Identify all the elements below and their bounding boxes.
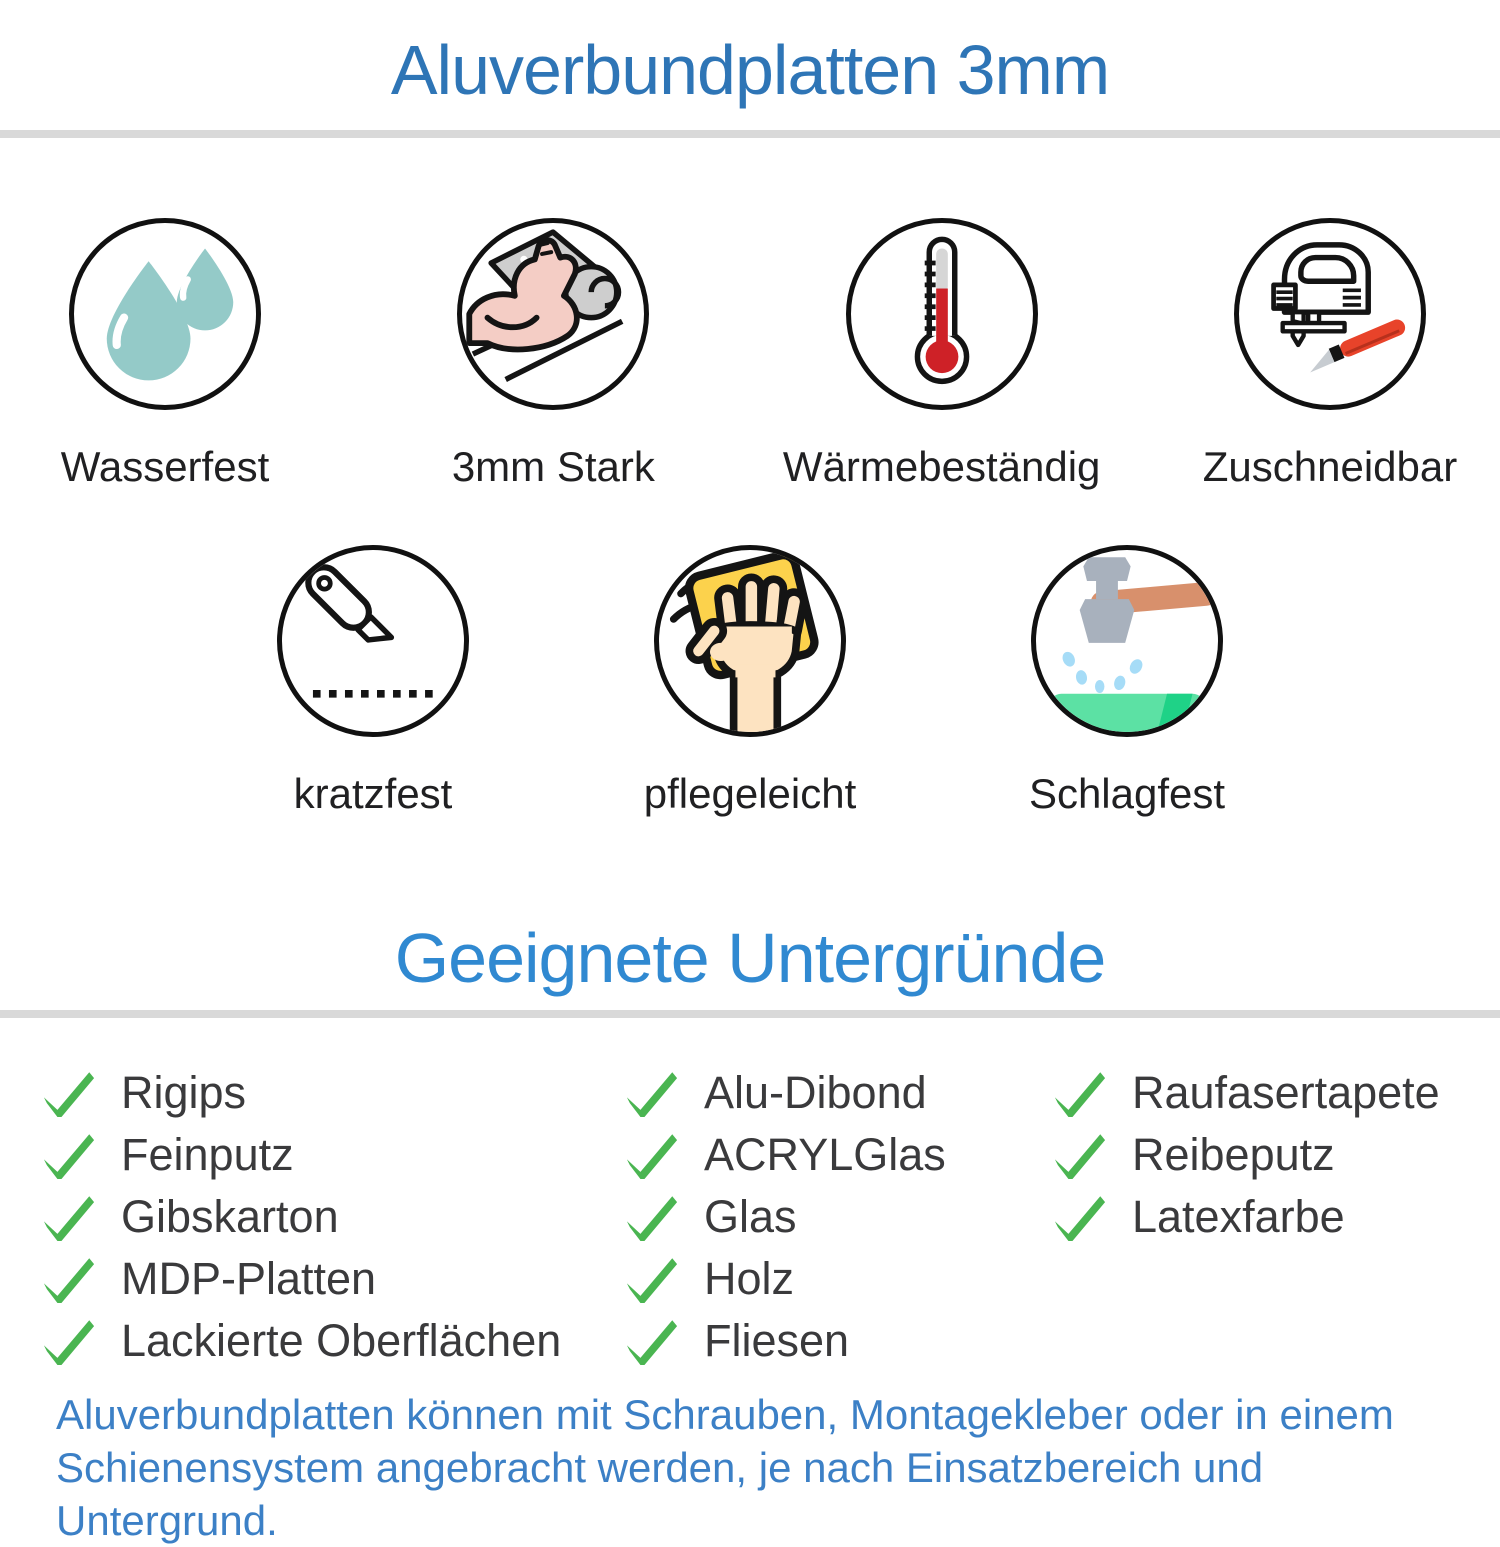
feature-row-1: [25, 218, 1470, 491]
feature-pflegeleicht: [610, 545, 890, 818]
icon-circle: [457, 218, 649, 410]
list-item: [42, 1062, 625, 1124]
feature-label: pflegeleicht: [643, 770, 857, 817]
icon-circle: [69, 218, 261, 410]
checkmark-icon: [625, 1132, 679, 1179]
icon-circle: [846, 218, 1038, 410]
feature-waermebestaendig: [782, 218, 1101, 491]
substrate-label: Feinputz: [121, 1129, 294, 1180]
feature-row-2: [0, 545, 1500, 818]
feature-label: Wärmebeständig: [782, 443, 1101, 490]
feature-label: kratzfest: [293, 770, 453, 817]
substrate-label: Alu-Dibond: [704, 1067, 927, 1118]
checkmark-icon: [42, 1256, 96, 1303]
feature-label: Zuschneidbar: [1202, 443, 1458, 490]
icon-circle: [277, 545, 469, 737]
list-item: [625, 1186, 1053, 1248]
icon-circle: [1234, 218, 1426, 410]
list-item: [1053, 1124, 1490, 1186]
feature-label: Wasserfest: [60, 443, 270, 490]
checkmark-icon: [1053, 1194, 1107, 1241]
substrates-column-3: [1053, 1062, 1490, 1372]
muscle-arm-icon: [462, 223, 644, 405]
list-item: [42, 1248, 625, 1310]
list-item: [42, 1124, 625, 1186]
hammer-icon: [1036, 550, 1218, 732]
list-item: [625, 1310, 1053, 1372]
feature-label: Schlagfest: [1028, 770, 1226, 817]
substrate-label: Glas: [704, 1191, 797, 1242]
substrate-label: Fliesen: [704, 1315, 850, 1366]
list-item: [42, 1186, 625, 1248]
icon-circle: [1031, 545, 1223, 737]
water-drops-icon: [74, 223, 256, 405]
jigsaw-icon: [1239, 223, 1421, 405]
substrate-label: Reibeputz: [1132, 1129, 1335, 1180]
checkmark-icon: [625, 1070, 679, 1117]
feature-3mm-stark: [413, 218, 693, 491]
checkmark-icon: [42, 1070, 96, 1117]
divider: [0, 130, 1500, 138]
substrate-label: Raufasertapete: [1132, 1067, 1440, 1118]
list-item: [625, 1124, 1053, 1186]
feature-label: 3mm Stark: [451, 443, 655, 490]
cleaning-hand-icon: [659, 550, 841, 732]
footer-line-2: Schienensystem angebracht werden, je nach Einsatzbereich und Untergrund.: [56, 1444, 1264, 1544]
substrate-label: Gibskarton: [121, 1191, 339, 1242]
substrates-column-1: [42, 1062, 625, 1372]
substrate-label: Holz: [704, 1253, 795, 1304]
page-title: Aluverbundplatten 3mm: [390, 31, 1110, 109]
feature-schlagfest: [987, 545, 1267, 818]
utility-knife-icon: [282, 550, 464, 732]
thermometer-icon: [851, 223, 1033, 405]
substrates-column-2: [625, 1062, 1053, 1372]
list-item: [1053, 1186, 1490, 1248]
checkmark-icon: [625, 1256, 679, 1303]
list-item: [1053, 1062, 1490, 1124]
substrate-label: Lackierte Oberflächen: [121, 1315, 562, 1366]
substrate-label: MDP-Platten: [121, 1253, 377, 1304]
list-item: [625, 1062, 1053, 1124]
divider: [0, 1010, 1500, 1018]
feature-kratzfest: [233, 545, 513, 818]
checkmark-icon: [42, 1318, 96, 1365]
substrate-label: ACRYLGlas: [704, 1129, 946, 1180]
checkmark-icon: [625, 1318, 679, 1365]
section-title: Geeignete Untergründe: [394, 919, 1106, 997]
feature-zuschneidbar: [1190, 218, 1470, 491]
checkmark-icon: [1053, 1070, 1107, 1117]
checkmark-icon: [1053, 1132, 1107, 1179]
substrate-label: Latexfarbe: [1132, 1191, 1345, 1242]
footer-note: [56, 1388, 1480, 1547]
list-item: [42, 1310, 625, 1372]
footer-line-1: Aluverbundplatten können mit Schrauben, Montagekleber oder in einem: [56, 1391, 1394, 1438]
icon-circle: [654, 545, 846, 737]
feature-wasserfest: [25, 218, 305, 491]
substrates-list: [42, 1062, 1490, 1372]
checkmark-icon: [625, 1194, 679, 1241]
checkmark-icon: [42, 1132, 96, 1179]
list-item: [625, 1248, 1053, 1310]
checkmark-icon: [42, 1194, 96, 1241]
substrate-label: Rigips: [121, 1067, 247, 1118]
